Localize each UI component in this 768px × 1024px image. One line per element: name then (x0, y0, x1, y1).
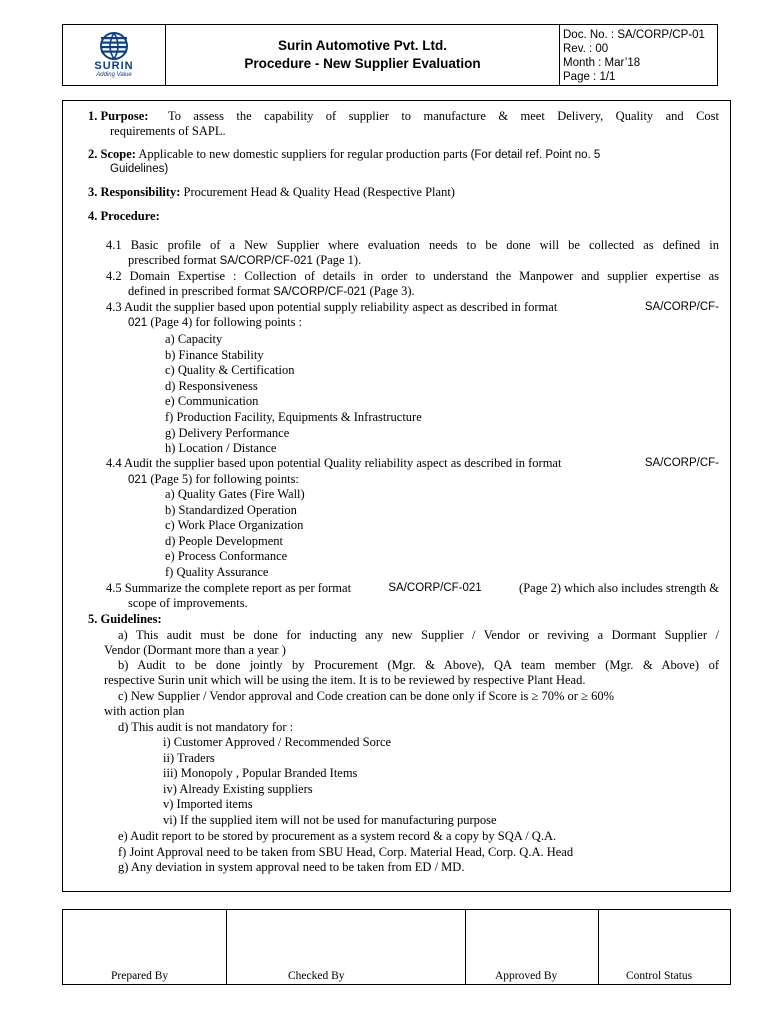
list-item: f) Production Facility, Equipments & Infrastructure (165, 409, 422, 424)
approval-footer (62, 909, 731, 985)
quality-reliability-points (165, 487, 305, 580)
list-item: f) Quality Assurance (165, 564, 269, 579)
procedure-4-5-line-2: scope of improvements. (128, 596, 248, 610)
not-mandatory-list (163, 735, 497, 828)
purpose-label: 1. Purpose: (88, 109, 149, 123)
list-item: d) Responsiveness (165, 378, 258, 393)
procedure-4-4-line-2 (128, 472, 299, 488)
logo-tagline: Adding Value (96, 72, 132, 78)
procedure-4-1-line-2 (128, 253, 361, 269)
list-item: b) Finance Stability (165, 347, 264, 362)
list-item: e) Communication (165, 394, 259, 409)
document-title: Procedure - New Supplier Evaluation (244, 56, 481, 71)
logo-wordmark: SURIN (94, 60, 134, 72)
document-header (62, 24, 718, 86)
text-run: prescribed format (128, 253, 217, 267)
guideline-c-line-2: with action plan (104, 704, 185, 718)
procedure-4-3-line-1 (106, 300, 719, 315)
month: Month : Mar’18 (563, 57, 641, 69)
purpose-line-1: To assess the capability of supplier to manufacture & meet Delivery, Quality and Cost (168, 109, 719, 123)
text-run: defined in prescribed format (128, 284, 270, 298)
list-item: d) People Development (165, 533, 284, 548)
scope-line-2: Guidelines) (110, 163, 169, 175)
list-item: v) Imported items (163, 797, 253, 811)
format-code: SA/CORP/CF-021 (388, 582, 482, 594)
responsibility-section (88, 185, 455, 200)
guideline-e: e) Audit report to be stored by procurement as a system record & a copy by SQA / Q.A. (118, 829, 557, 843)
responsibility-label: 3. Responsibility: (88, 185, 181, 199)
format-code: 021 (128, 317, 148, 329)
text-run: 4.3 Audit the supplier based upon potential supply reliability aspect as described in format (106, 300, 558, 314)
guideline-b-line-1: b) Audit to be done jointly by Procurement (Mgr. & Above), QA team member (Mgr. & Above) of (118, 658, 719, 672)
list-item: h) Location / Distance (165, 441, 277, 456)
guideline-d: d) This audit is not mandatory for : (118, 720, 294, 734)
guideline-g: g) Any deviation in system approval need to be taken from ED / MD. (118, 860, 465, 874)
purpose-line-2: requirements of SAPL. (110, 124, 226, 138)
checked-by-cell (226, 910, 466, 984)
format-code: SA/CORP/CF- (644, 301, 719, 313)
list-item: vi) If the supplied item will not be used for manufacturing purpose (163, 812, 497, 827)
list-item: a) Quality Gates (Fire Wall) (165, 487, 305, 501)
list-item: a) Capacity (165, 332, 223, 346)
header-title-block (166, 25, 560, 85)
company-logo (63, 25, 166, 85)
guideline-a-line-1: a) This audit must be done for inducting any new Supplier / Vendor or reviving a Dormant Supplier / (118, 628, 719, 642)
text-run: (Page 4) for following points : (150, 315, 303, 329)
list-item: b) Standardized Operation (165, 502, 297, 517)
globe-logo-icon (92, 32, 136, 60)
procedure-4-4-line-1 (106, 456, 719, 471)
scope-line-1: Applicable to new domestic suppliers for regular production parts (138, 147, 468, 161)
control-status-label: Control Status (626, 970, 693, 982)
page-number: Page : 1/1 (563, 71, 616, 83)
company-name: Surin Automotive Pvt. Ltd. (277, 38, 447, 53)
procedure-4-2-line-2 (128, 284, 415, 300)
list-item: iv) Already Existing suppliers (163, 781, 313, 796)
guideline-a-line-2: Vendor (Dormant more than a year ) (104, 643, 286, 657)
guidelines-label: 5. Guidelines: (88, 612, 162, 626)
scope-section (88, 147, 600, 163)
list-item: c) Work Place Organization (165, 518, 304, 532)
checked-by-label: Checked By (288, 970, 345, 982)
procedure-section (88, 209, 160, 224)
prepared-by-label: Prepared By (111, 970, 169, 982)
approved-by-label: Approved By (495, 970, 558, 982)
list-item: e) Process Conformance (165, 549, 288, 563)
procedure-4-5-line-1 (106, 581, 719, 596)
list-item: ii) Traders (163, 750, 215, 765)
revision: Rev. : 00 (563, 43, 609, 55)
document-meta (560, 25, 717, 85)
text-run: (Page 2) which also includes strength & (519, 581, 719, 595)
format-code: SA/CORP/CF-021 (273, 286, 367, 298)
procedure-4-1-line-1: 4.1 Basic profile of a New Supplier where evaluation needs to be done will be collected as defined in (106, 238, 719, 252)
responsibility-text: Procurement Head & Quality Head (Respective Plant) (183, 185, 455, 199)
guideline-f: f) Joint Approval need to be taken from SBU Head, Corp. Material Head, Corp. Q.A. Head (118, 845, 574, 859)
guideline-b-line-2: respective Surin unit which will be using the item. It is to be reviewed by respective Plant Head. (104, 673, 586, 687)
scope-reference: (For detail ref. Point no. 5 (470, 149, 601, 161)
list-item: g) Delivery Performance (165, 425, 290, 440)
supply-reliability-points (165, 332, 422, 457)
text-run: (Page 1). (316, 253, 362, 267)
text-run: 4.4 Audit the supplier based upon potential Quality reliability aspect as described in format (106, 456, 562, 470)
list-item: c) Quality & Certification (165, 363, 295, 378)
text-run: (Page 5) for following points: (150, 472, 299, 486)
format-code: SA/CORP/CF- (644, 457, 719, 469)
list-item: i) Customer Approved / Recommended Sorce (163, 735, 392, 749)
format-code: 021 (128, 474, 148, 486)
procedure-4-2-line-1: 4.2 Domain Expertise : Collection of details in order to understand the Manpower and supplier expertise as (106, 269, 719, 283)
text-run: (Page 3). (369, 284, 415, 298)
guidelines-section (88, 612, 162, 627)
doc-number: Doc. No. : SA/CORP/CP-01 (563, 29, 705, 41)
text-run: 4.5 Summarize the complete report as per format (106, 581, 352, 595)
procedure-label: 4. Procedure: (88, 209, 160, 223)
guideline-c-line-1: c) New Supplier / Vendor approval and Code creation can be done only if Score is ≥ 70% or ≥ 60% (118, 689, 614, 703)
purpose-section (88, 109, 148, 124)
format-code: SA/CORP/CF-021 (219, 255, 313, 267)
list-item: iii) Monopoly , Popular Branded Items (163, 766, 358, 780)
procedure-4-3-line-2 (128, 315, 302, 331)
scope-label: 2. Scope: (88, 147, 136, 161)
